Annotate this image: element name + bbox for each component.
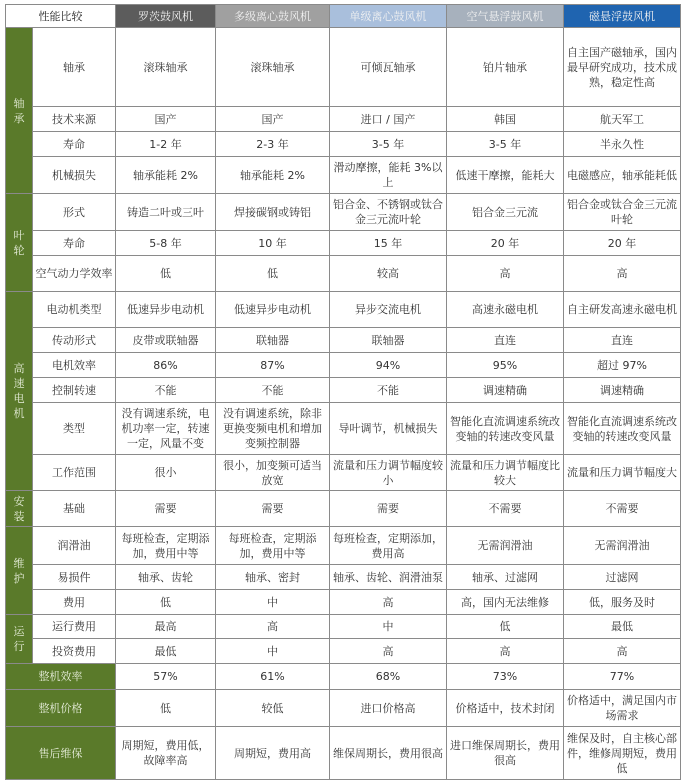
table-row xyxy=(6,491,681,527)
cell: 高 xyxy=(330,639,447,664)
cell: 不能 xyxy=(116,378,216,403)
group-impeller: 叶轮 xyxy=(6,194,33,292)
table-row xyxy=(6,132,681,157)
cell: 无需润滑油 xyxy=(447,527,564,565)
cell: 低速异步电动机 xyxy=(216,292,330,328)
cell: 流量和压力调节幅度比较大 xyxy=(447,455,564,491)
cell: 低 xyxy=(116,256,216,292)
cell: 轴承能耗 2% xyxy=(216,157,330,194)
summary-label: 整机效率 xyxy=(6,664,116,690)
cell: 联轴器 xyxy=(216,328,330,353)
row-label: 电动机类型 xyxy=(33,292,116,328)
cell: 低 xyxy=(447,615,564,639)
cell: 韩国 xyxy=(447,107,564,132)
cell: 流量和压力调节幅度较小 xyxy=(330,455,447,491)
row-label: 润滑油 xyxy=(33,527,116,565)
table-row xyxy=(6,590,681,615)
table-row xyxy=(6,107,681,132)
cell: 铸造二叶或三叶 xyxy=(116,194,216,231)
cell: 不能 xyxy=(330,378,447,403)
row-label: 基础 xyxy=(33,491,116,527)
cell: 每班检查，定期添加，费用高 xyxy=(330,527,447,565)
cell: 15 年 xyxy=(330,231,447,256)
cell: 中 xyxy=(216,639,330,664)
cell: 中 xyxy=(330,615,447,639)
cell: 最高 xyxy=(116,615,216,639)
cell: 高 xyxy=(564,256,681,292)
group-high-speed-motor: 高速电机 xyxy=(6,292,33,491)
row-label: 费用 xyxy=(33,590,116,615)
cell: 自主研发高速永磁电机 xyxy=(564,292,681,328)
cell: 铂片轴承 xyxy=(447,28,564,107)
row-label: 轴承 xyxy=(33,28,116,107)
cell: 周期短，费用高 xyxy=(216,727,330,780)
cell: 无需润滑油 xyxy=(564,527,681,565)
cell: 77% xyxy=(564,664,681,690)
header-label: 性能比较 xyxy=(6,5,116,28)
cell: 铝合金或钛合金三元流叶轮 xyxy=(564,194,681,231)
cell: 低 xyxy=(216,256,330,292)
cell: 国产 xyxy=(216,107,330,132)
cell: 流量和压力调节幅度大 xyxy=(564,455,681,491)
cell: 低 xyxy=(116,690,216,727)
cell: 导叶调节，机械损失 xyxy=(330,403,447,455)
cell: 68% xyxy=(330,664,447,690)
cell: 很小，加变频可适当放宽 xyxy=(216,455,330,491)
cell: 需要 xyxy=(216,491,330,527)
cell: 高速永磁电机 xyxy=(447,292,564,328)
cell: 半永久性 xyxy=(564,132,681,157)
cell: 高 xyxy=(564,639,681,664)
cell: 最低 xyxy=(564,615,681,639)
cell: 5-8 年 xyxy=(116,231,216,256)
row-label: 运行费用 xyxy=(33,615,116,639)
cell: 周期短，费用低，故障率高 xyxy=(116,727,216,780)
header-air-bearing: 空气悬浮鼓风机 xyxy=(447,5,564,28)
cell: 高，国内无法维修 xyxy=(447,590,564,615)
cell: 价格适中，满足国内市场需求 xyxy=(564,690,681,727)
cell: 维保周期长，费用很高 xyxy=(330,727,447,780)
cell: 直连 xyxy=(564,328,681,353)
cell: 航天军工 xyxy=(564,107,681,132)
cell: 20 年 xyxy=(447,231,564,256)
row-label: 机械损失 xyxy=(33,157,116,194)
cell: 自主国产磁轴承，国内最早研究成功，技术成熟，稳定性高 xyxy=(564,28,681,107)
summary-row-efficiency xyxy=(6,664,681,690)
cell: 低速异步电动机 xyxy=(116,292,216,328)
cell: 进口价格高 xyxy=(330,690,447,727)
row-label: 投资费用 xyxy=(33,639,116,664)
cell: 铝合金、不锈钢或钛合金三元流叶轮 xyxy=(330,194,447,231)
cell: 较低 xyxy=(216,690,330,727)
cell: 调速精确 xyxy=(564,378,681,403)
row-label: 控制转速 xyxy=(33,378,116,403)
cell: 低，服务及时 xyxy=(564,590,681,615)
cell: 智能化直流调速系统改变轴的转速改变风量 xyxy=(564,403,681,455)
summary-label: 售后维保 xyxy=(6,727,116,780)
group-installation: 安装 xyxy=(6,491,33,527)
cell: 95% xyxy=(447,353,564,378)
table-row xyxy=(6,231,681,256)
row-label: 电机效率 xyxy=(33,353,116,378)
cell: 低速干摩擦，能耗大 xyxy=(447,157,564,194)
cell: 最低 xyxy=(116,639,216,664)
cell: 价格适中，技术封闭 xyxy=(447,690,564,727)
cell: 每班检查，定期添加，费用中等 xyxy=(216,527,330,565)
cell: 焊接碳钢或铸铝 xyxy=(216,194,330,231)
cell: 电磁感应，轴承能耗低 xyxy=(564,157,681,194)
table-row xyxy=(6,403,681,455)
cell: 不需要 xyxy=(447,491,564,527)
cell: 轴承、齿轮、润滑油泵 xyxy=(330,565,447,590)
cell: 2-3 年 xyxy=(216,132,330,157)
cell: 皮带或联轴器 xyxy=(116,328,216,353)
cell: 轴承能耗 2% xyxy=(116,157,216,194)
table-row xyxy=(6,194,681,231)
header-maglev: 磁悬浮鼓风机 xyxy=(564,5,681,28)
table-row xyxy=(6,639,681,664)
cell: 87% xyxy=(216,353,330,378)
row-label: 易损件 xyxy=(33,565,116,590)
cell: 进口维保周期长，费用很高 xyxy=(447,727,564,780)
cell: 轴承、密封 xyxy=(216,565,330,590)
cell: 61% xyxy=(216,664,330,690)
group-bearing: 轴承 xyxy=(6,28,33,194)
row-label: 形式 xyxy=(33,194,116,231)
table-row xyxy=(6,527,681,565)
cell: 57% xyxy=(116,664,216,690)
cell: 铝合金三元流 xyxy=(447,194,564,231)
summary-row-price xyxy=(6,690,681,727)
cell: 轴承、过滤网 xyxy=(447,565,564,590)
summary-label: 整机价格 xyxy=(6,690,116,727)
cell: 国产 xyxy=(116,107,216,132)
cell: 20 年 xyxy=(564,231,681,256)
cell: 每班检查，定期添加，费用中等 xyxy=(116,527,216,565)
cell: 滑动摩擦，能耗 3%以上 xyxy=(330,157,447,194)
header-roots-blower: 罗茨鼓风机 xyxy=(116,5,216,28)
table-row xyxy=(6,157,681,194)
cell: 不能 xyxy=(216,378,330,403)
row-label: 工作范围 xyxy=(33,455,116,491)
summary-row-after-sales xyxy=(6,727,681,780)
cell: 高 xyxy=(447,256,564,292)
header-single-stage-centrifugal: 单级离心鼓风机 xyxy=(330,5,447,28)
header-multistage-centrifugal: 多级离心鼓风机 xyxy=(216,5,330,28)
cell: 滚珠轴承 xyxy=(116,28,216,107)
row-label: 寿命 xyxy=(33,132,116,157)
row-label: 寿命 xyxy=(33,231,116,256)
cell: 没有调速系统，电机功率一定，转速一定，风量不变 xyxy=(116,403,216,455)
cell: 10 年 xyxy=(216,231,330,256)
table-row xyxy=(6,328,681,353)
table-row xyxy=(6,292,681,328)
row-label: 空气动力学效率 xyxy=(33,256,116,292)
cell: 高 xyxy=(330,590,447,615)
cell: 86% xyxy=(116,353,216,378)
group-maintenance: 维护 xyxy=(6,527,33,615)
row-label: 技术来源 xyxy=(33,107,116,132)
table-row xyxy=(6,28,681,107)
cell: 73% xyxy=(447,664,564,690)
cell: 高 xyxy=(216,615,330,639)
cell: 异步交流电机 xyxy=(330,292,447,328)
cell: 维保及时，自主核心部件，维修周期短，费用低 xyxy=(564,727,681,780)
table-row xyxy=(6,378,681,403)
cell: 需要 xyxy=(330,491,447,527)
cell: 超过 97% xyxy=(564,353,681,378)
group-operation: 运行 xyxy=(6,615,33,664)
cell: 可倾瓦轴承 xyxy=(330,28,447,107)
cell: 滚珠轴承 xyxy=(216,28,330,107)
comparison-table xyxy=(5,4,681,780)
table-row xyxy=(6,565,681,590)
cell: 94% xyxy=(330,353,447,378)
cell: 中 xyxy=(216,590,330,615)
table-row xyxy=(6,615,681,639)
cell: 1-2 年 xyxy=(116,132,216,157)
cell: 智能化直流调速系统改变轴的转速改变风量 xyxy=(447,403,564,455)
cell: 3-5 年 xyxy=(330,132,447,157)
table-row xyxy=(6,256,681,292)
cell: 没有调速系统，除非更换变频电机和增加变频控制器 xyxy=(216,403,330,455)
row-label: 传动形式 xyxy=(33,328,116,353)
cell: 高 xyxy=(447,639,564,664)
cell: 需要 xyxy=(116,491,216,527)
table-row xyxy=(6,353,681,378)
cell: 3-5 年 xyxy=(447,132,564,157)
row-label: 类型 xyxy=(33,403,116,455)
cell: 进口 / 国产 xyxy=(330,107,447,132)
cell: 低 xyxy=(116,590,216,615)
header-row xyxy=(6,5,681,28)
cell: 轴承、齿轮 xyxy=(116,565,216,590)
cell: 很小 xyxy=(116,455,216,491)
cell: 联轴器 xyxy=(330,328,447,353)
cell: 较高 xyxy=(330,256,447,292)
cell: 调速精确 xyxy=(447,378,564,403)
cell: 过滤网 xyxy=(564,565,681,590)
cell: 不需要 xyxy=(564,491,681,527)
cell: 直连 xyxy=(447,328,564,353)
table-row xyxy=(6,455,681,491)
